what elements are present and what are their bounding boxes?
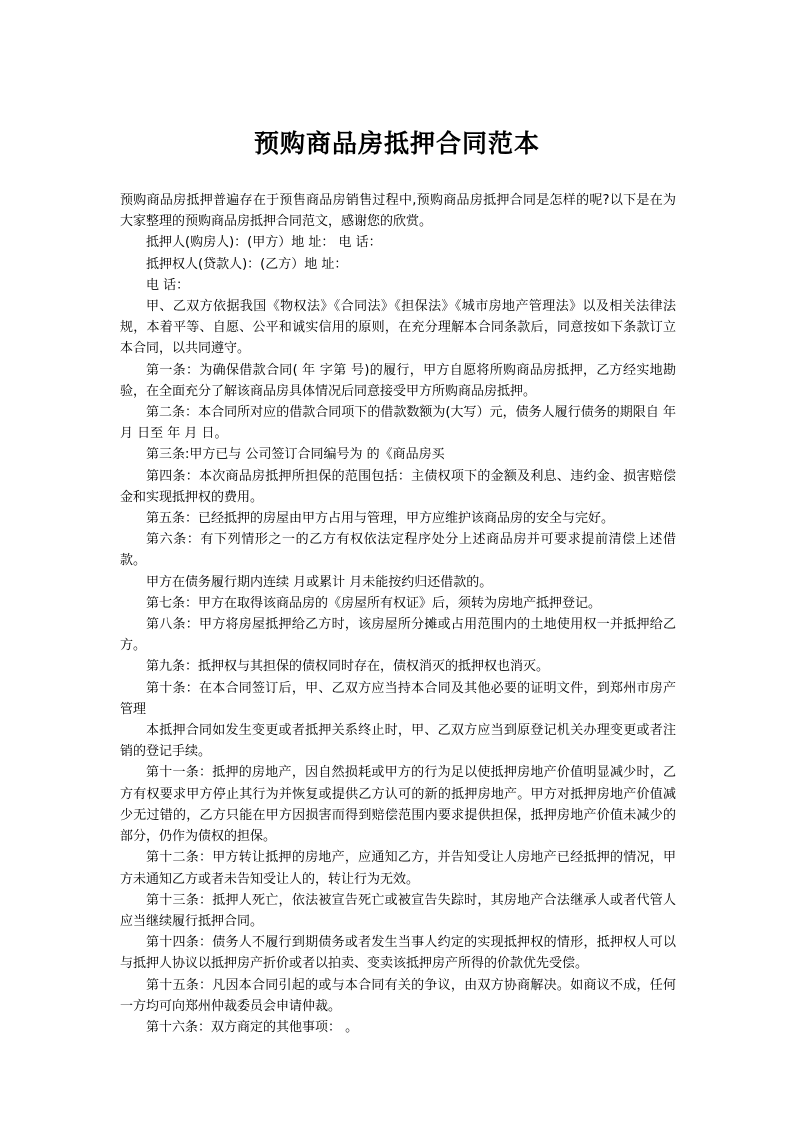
- article-10-note: 本抵押合同如发生变更或者抵押关系终止时，甲、乙双方应当到原登记机关办理变更或者注销的登记手续。: [120, 723, 676, 760]
- article-5: 第五条：已经抵押的房屋由甲方占用与管理，甲方应维护该商品房的安全与完好。: [146, 511, 615, 527]
- article-7: 第七条：甲方在取得该商品房的《房屋所有权证》后，须转为房地产抵押登记。: [146, 595, 602, 611]
- article-14: 第十四条：债务人不履行到期债务或者发生当事人约定的实现抵押权的情形，抵押权人可以与抵押人协议以抵押房产折价或者以拍卖、变卖该抵押房产所得的价款优先受偿。: [120, 935, 676, 972]
- article-9: 第九条：抵押权与其担保的债权同时存在，债权消灭的抵押权也消灭。: [146, 659, 550, 675]
- article-2: 第二条：本合同所对应的借款合同项下的借款数额为(大写）元，债务人履行债务的期限自 年 月 日至 年 月 日。: [120, 405, 676, 442]
- article-6-item: 甲方在债务履行期内连续 月或累计 月未能按约归还借款的。: [146, 574, 493, 590]
- article-8: 第八条：甲方将房屋抵押给乙方时，该房屋所分摊或占用范围内的土地使用权一并抵押给乙方。: [120, 617, 676, 654]
- article-16: 第十六条：双方商定的其他事项： 。: [146, 1019, 359, 1035]
- article-6: 第六条：有下列情形之一的乙方有权依法定程序处分上述商品房并可要求提前清偿上述借款。: [120, 532, 676, 569]
- article-1: 第一条：为确保借款合同( 年 字第 号)的履行，甲方自愿将所购商品房抵押，乙方经实地勘验，在全面充分了解该商品房具体情况后同意接受甲方所购商品房抵押。: [120, 362, 676, 399]
- mortgagee-line: 抵押权人(贷款人)：(乙方）地 址：: [146, 256, 348, 272]
- article-12: 第十二条：甲方转让抵押的房地产，应通知乙方，并告知受让人房地产已经抵押的情况，甲方未通知乙方或者未告知受让人的，转让行为无效。: [120, 850, 676, 887]
- document-title: 预购商品房抵押合同范本: [253, 129, 540, 158]
- mortgagee-phone-line: 电 话：: [146, 277, 190, 293]
- article-4: 第四条：本次商品房抵押所担保的范围包括：主债权项下的金额及利息、违约金、损害赔偿金和实现抵押权的费用。: [120, 468, 676, 505]
- intro-paragraph: 预购商品房抵押普遍存在于预售商品房销售过程中,预购商品房抵押合同是怎样的呢?以下是在为大家整理的预购商品房抵押合同范文，感谢您的欣赏。: [120, 193, 676, 230]
- mortgagor-line: 抵押人(购房人)：(甲方）地 址： 电 话：: [146, 235, 382, 251]
- article-15: 第十五条：凡因本合同引起的或与本合同有关的争议，由双方协商解决。如商议不成，任何一方均可向郑州仲裁委员会申请仲裁。: [120, 977, 676, 1014]
- document-body: [120, 190, 676, 1038]
- preamble-paragraph: 甲、乙双方依据我国《物权法》《合同法》《担保法》《城市房地产管理法》以及相关法律法规，本着平等、自愿、公平和诚实信用的原则，在充分理解本合同条款后，同意按如下条款订立本合同，以共同遵守。: [120, 299, 676, 357]
- article-13: 第十三条：抵押人死亡，依法被宣告死亡或被宣告失踪时，其房地产合法继承人或者代管人应当继续履行抵押合同。: [120, 892, 676, 929]
- article-3: 第三条:甲方已与 公司签订合同编号为 的《商品房买: [146, 447, 445, 463]
- article-11: 第十一条：抵押的房地产，因自然损耗或甲方的行为足以使抵押房地产价值明显减少时，乙方有权要求甲方停止其行为并恢复或提供乙方认可的新的抵押房地产。甲方对抵押房地产价值减少无过错的，乙方只能在甲方因损害而得到赔偿范围内要求提供担保，抵押房地产价值未减少的部分，仍作为债权的担保。: [120, 765, 676, 845]
- article-10: 第十条：在本合同签订后，甲、乙双方应当持本合同及其他必要的证明文件，到郑州市房产管理: [120, 680, 676, 717]
